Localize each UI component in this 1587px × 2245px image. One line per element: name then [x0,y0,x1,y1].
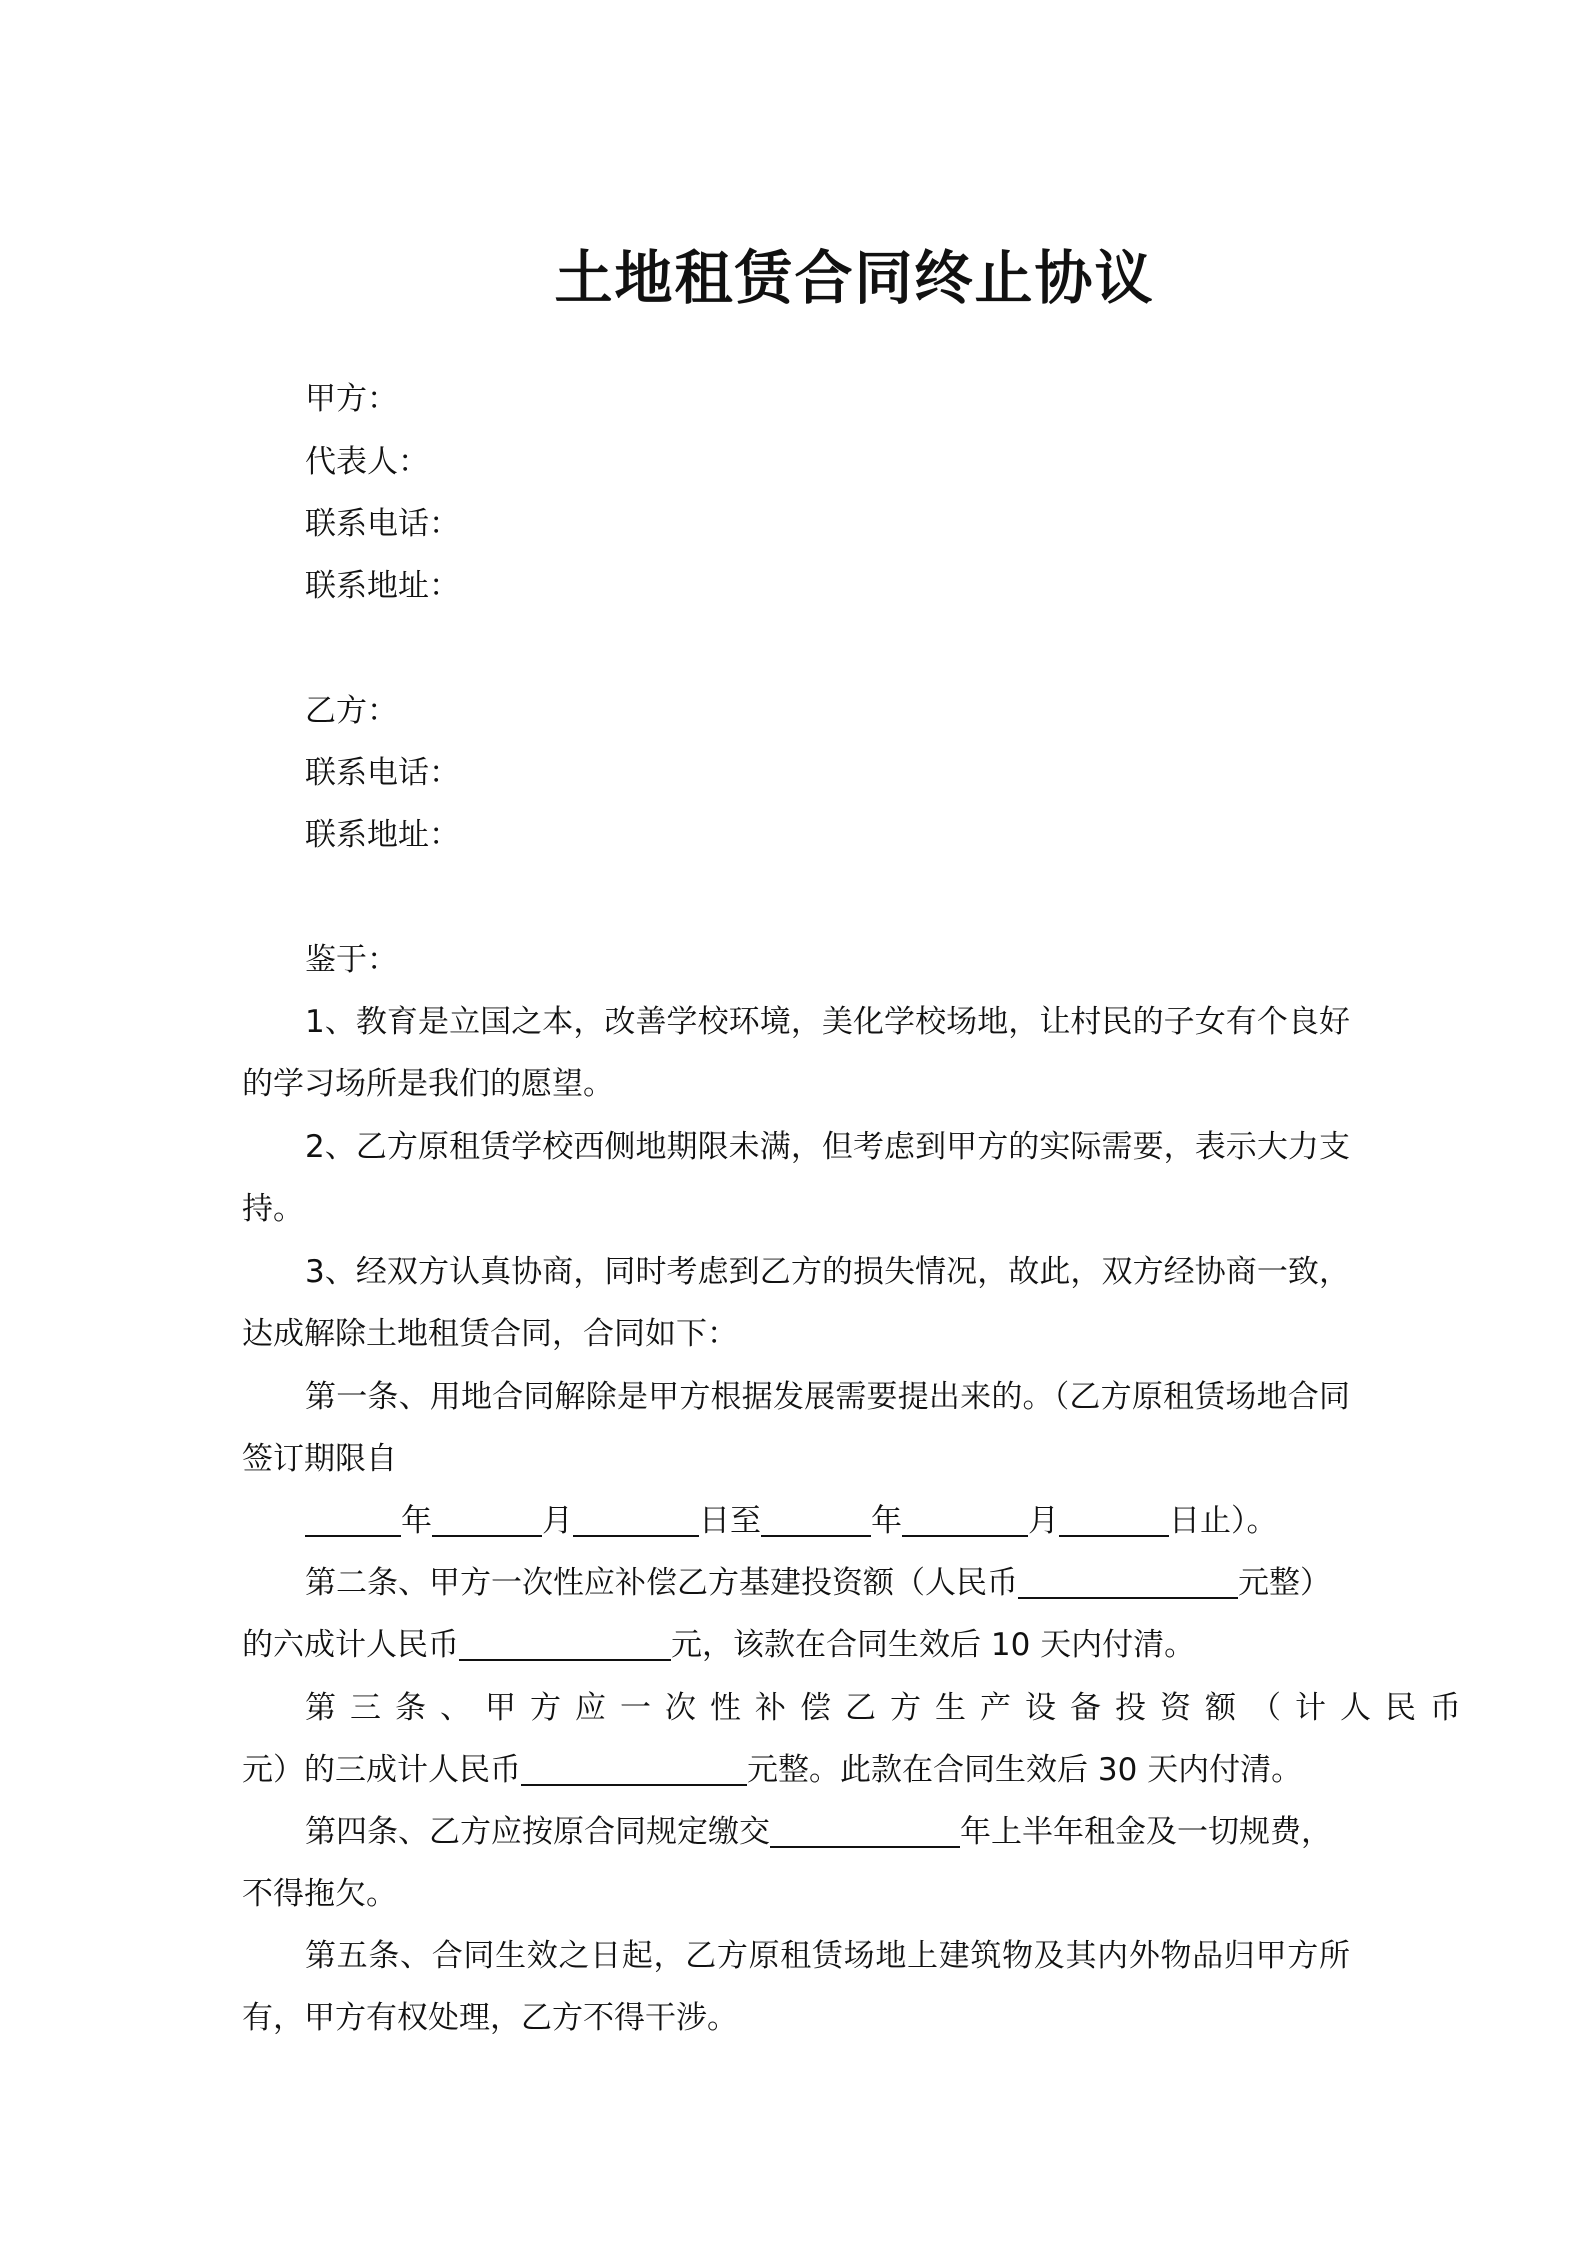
article-3-line-2 [242,1739,1302,1801]
blank-construction-investment [1018,1567,1238,1599]
blank-start-year [305,1505,401,1537]
blank-rent-year [770,1816,960,1848]
party-a-address-label: 联系地址： [305,568,460,604]
article-2-line-2 [242,1614,1195,1676]
blank-end-year [761,1505,871,1537]
whereas-item-1: 1、教育是立国之本，改善学校环境，美化学校场地，让村民的子女有个良好的学习场所是我们的愿望。 [242,1004,1350,1102]
party-a-name-label: 甲方： [305,381,398,417]
article-2-part-3: 元，该款在合同生效后 10 天内付清。 [671,1627,1196,1663]
blank-start-month [432,1505,542,1537]
label-day-end: 日止）。 [1169,1503,1278,1539]
blank-end-day [1059,1505,1169,1537]
party-a-representative-label: 代表人： [305,444,429,480]
article-2-six-tenths: 的六成计人民币 [242,1627,459,1663]
party-b-phone-label: 联系电话： [305,755,460,791]
whereas-item-3: 3、经双方认真协商，同时考虑到乙方的损失情况，故此，双方经协商一致，达成解除土地租赁合同，合同如下： [242,1254,1350,1352]
article-3-part-2: 元）的三成计人民币 [242,1752,521,1788]
label-year-1: 年 [401,1503,432,1539]
party-a-phone-label: 联系电话： [305,506,460,542]
article-1-text: 第一条、用地合同解除是甲方根据发展需要提出来的。（乙方原租赁场地合同签订期限自 [242,1379,1350,1477]
whereas-label: 鉴于： [305,942,398,978]
party-b-address-label: 联系地址： [305,817,460,853]
blank-start-day [573,1505,699,1537]
document-title: 土地租赁合同终止协议 [554,244,1155,312]
blank-six-tenths-amount [459,1629,671,1661]
label-month-1: 月 [542,1503,573,1539]
party-b-name-label: 乙方： [305,693,398,729]
article-2-line-1 [305,1552,1331,1614]
article-2-part-2-start: 元整） [1238,1565,1331,1601]
article-4-rent-text: 年上半年租金及一切规费， [960,1814,1332,1850]
label-day-to: 日至 [699,1503,761,1539]
article-2-part-1: 第二条、甲方一次性应补偿乙方基建投资额（人民币 [305,1565,1018,1601]
whereas-item-2: 2、乙方原租赁学校西侧地期限未满，但考虑到甲方的实际需要，表示大力支持。 [242,1129,1350,1227]
blank-end-month [902,1505,1028,1537]
article-4-line-1 [305,1801,1332,1863]
label-month-2: 月 [1028,1503,1059,1539]
article-1-date-line [305,1490,1278,1552]
article-4-part-1: 第四条、乙方应按原合同规定缴交 [305,1814,770,1850]
blank-three-tenths-amount [521,1754,747,1786]
article-4-line-2: 不得拖欠。 [242,1876,397,1912]
label-year-2: 年 [871,1503,902,1539]
article-5-text: 第五条、合同生效之日起，乙方原租赁场地上建筑物及其内外物品归甲方所有，甲方有权处理，乙方不得干涉。 [242,1938,1350,2036]
article-3-part-3: 元整。此款在合同生效后 30 天内付清。 [747,1752,1303,1788]
article-3-line-1: 第三条、甲方应一次性补偿乙方生产设备投资额（计人民币 [305,1690,1475,1726]
